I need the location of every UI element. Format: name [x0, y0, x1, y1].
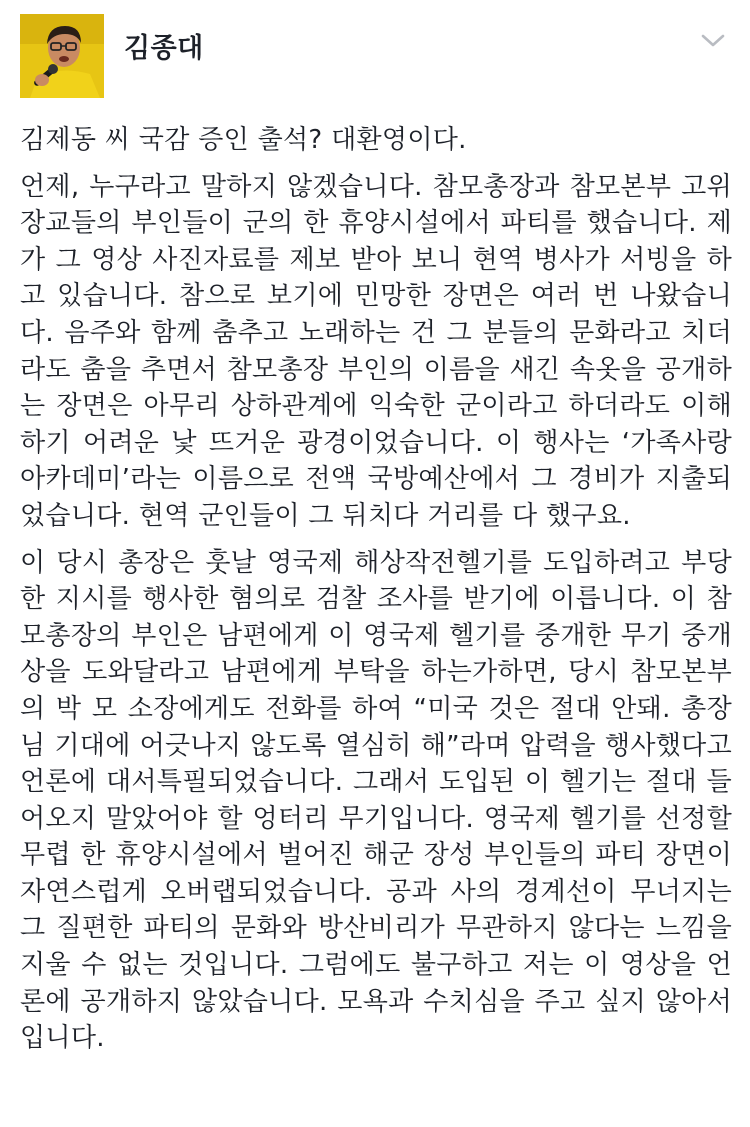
- chevron-down-icon[interactable]: [698, 28, 728, 52]
- author-name[interactable]: 김종대: [124, 33, 204, 64]
- avatar-photo: [20, 14, 104, 98]
- avatar[interactable]: [20, 14, 104, 98]
- post-body: [20, 122, 732, 1057]
- post-title: 김제동 씨 국감 증인 출석? 대환영이다.: [20, 125, 467, 155]
- post-paragraph: 언제, 누구라고 말하지 않겠습니다. 참모총장과 참모본부 고위 장교들의 부인들이 군의 한 휴양시설에서 파티를 했습니다. 제가 그 영상 사진자료를 제보 받아 보니 현역 병사가 서빙을 하고 있습니다. 참으로 보기에 민망한 장면은 여러 번 나왔습니다. 음주와 함께 춤추고 노래하는 건 그 분들의 문화라고 치더라도 춤을 추면서 참모총장 부인의 이름을 새긴 속옷을 공개하는 장면은 아무리 상하관계에 익숙한 군이라고 하더라도 이해하기 어려운 낯 뜨거운 광경이었습니다. 이 행사는 ‘가족사랑 아카데미’라는 이름으로 전액 국방예산에서 그 경비가 지출되었습니다. 현역 군인들이 그 뒤치다 거리를 다 했구요.: [20, 171, 732, 531]
- post-header: [0, 0, 750, 112]
- post-paragraph: 이 당시 총장은 훗날 영국제 해상작전헬기를 도입하려고 부당한 지시를 행사한 혐의로 검찰 조사를 받기에 이릅니다. 이 참모총장의 부인은 남편에게 이 영국제 헬기를 중개한 무기 중개상을 도와달라고 남편에게 부탁을 하는가하면, 당시 참모본부의 박 모 소장에게도 전화를 하여 “미국 것은 절대 안돼. 총장님 기대에 어긋나지 않도록 열심히 해”라며 압력을 행사했다고 언론에 대서특필되었습니다. 그래서 도입된 이 헬기는 절대 들어오지 말았어야 할 엉터리 무기입니다. 영국제 헬기를 선정할 무렵 한 휴양시설에서 벌어진 해군 장성 부인들의 파티 장면이 자연스럽게 오버랩되었습니다. 공과 사의 경계선이 무너지는 그 질편한 파티의 문화와 방산비리가 무관하지 않다는 느낌을 지울 수 없는 것입니다. 그럼에도 불구하고 저는 이 영상을 언론에 공개하지 않았습니다. 모욕과 수치심을 주고 싶지 않아서입니다.: [20, 547, 732, 1054]
